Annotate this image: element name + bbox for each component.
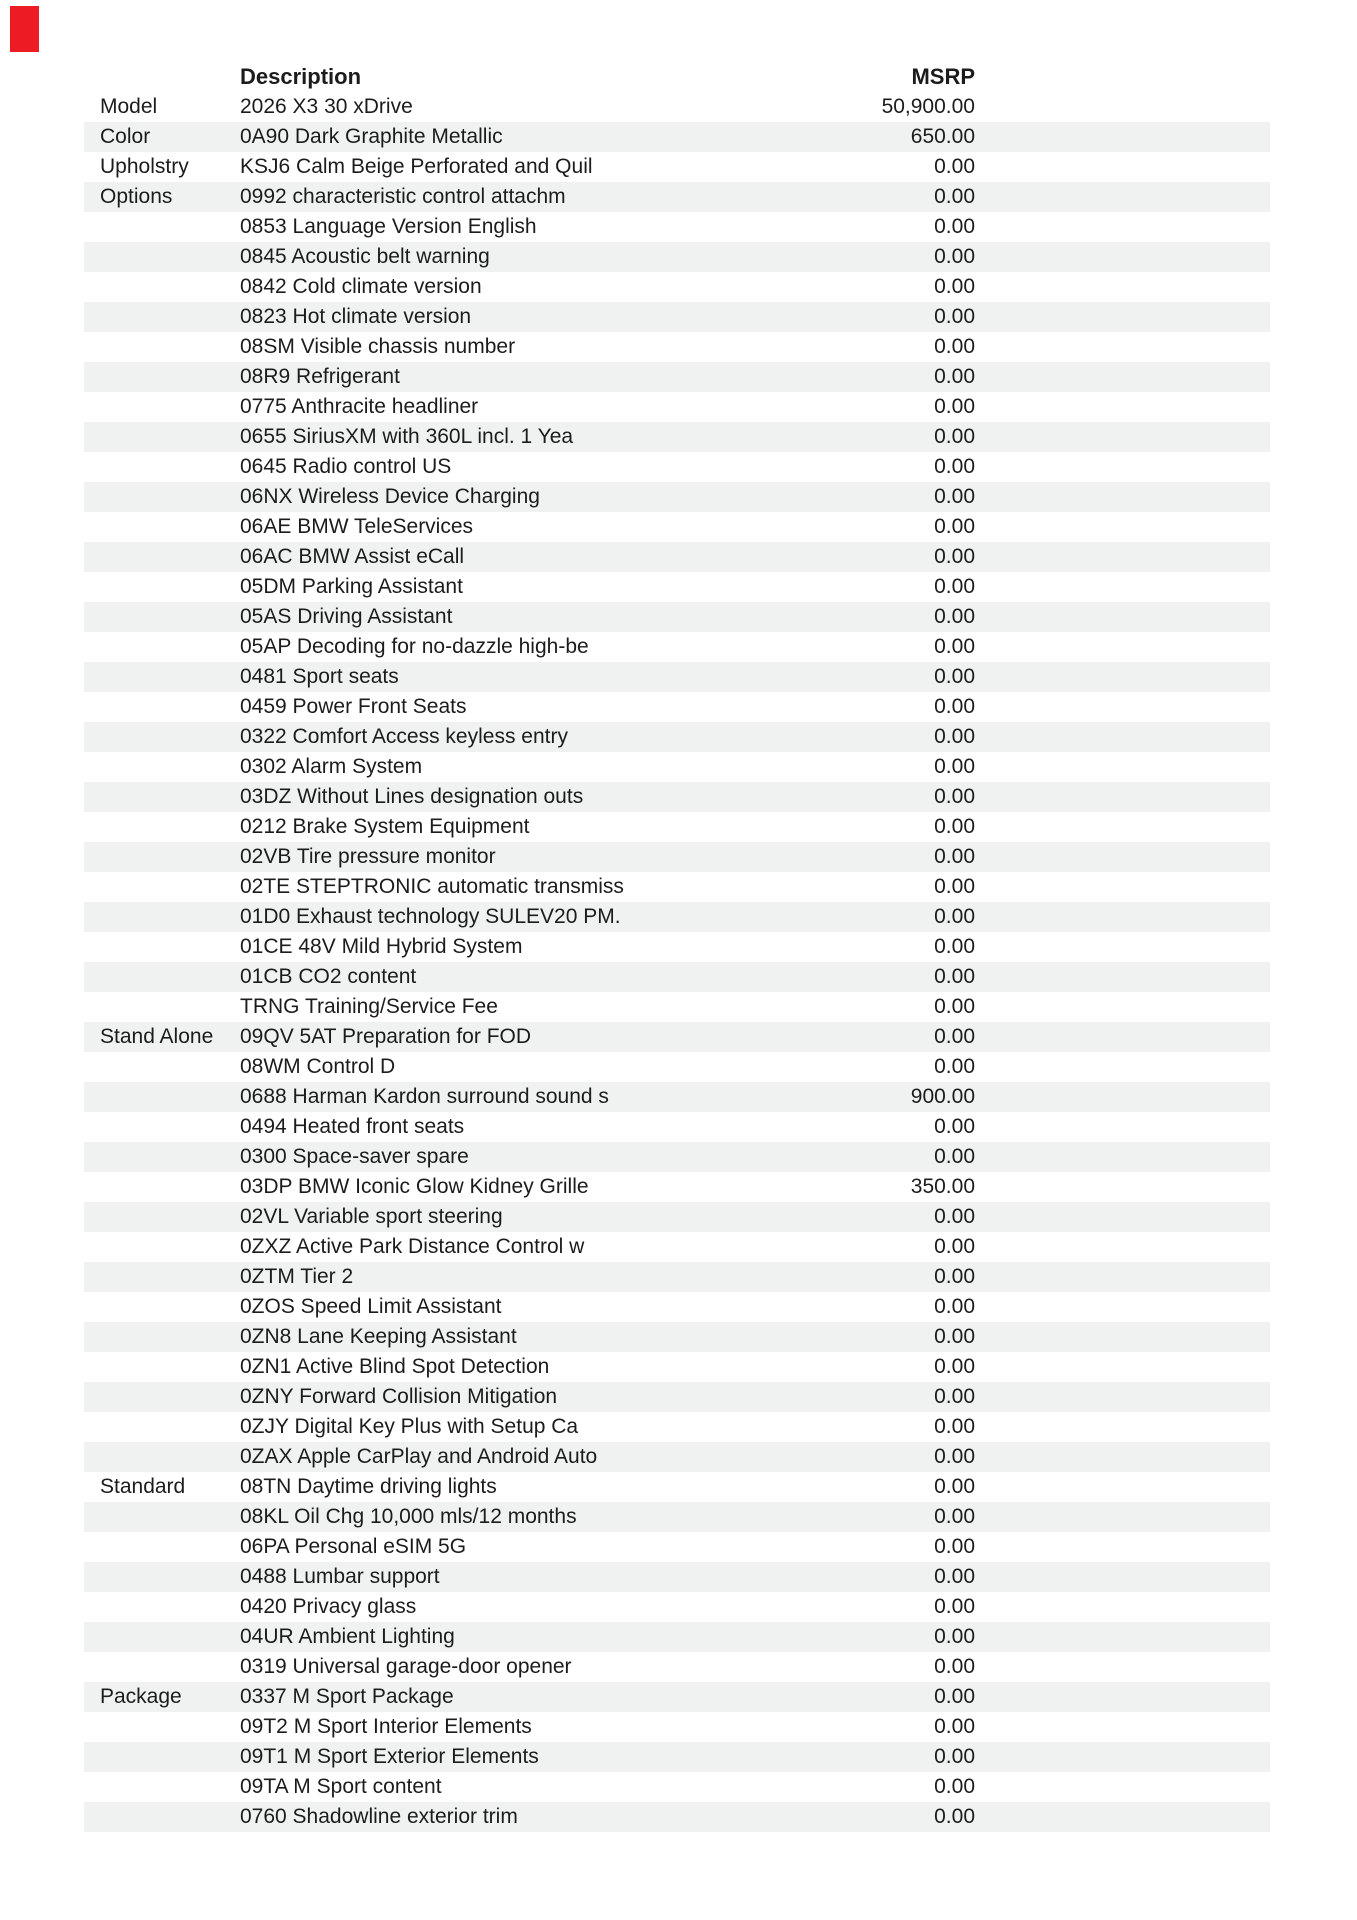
row-msrp-value: 0.00	[934, 1565, 975, 1588]
row-msrp-value: 0.00	[934, 1235, 975, 1258]
table-row	[84, 422, 1270, 452]
table-row	[84, 482, 1270, 512]
row-msrp-value: 0.00	[934, 1025, 975, 1048]
table-body	[84, 92, 1270, 1832]
row-tail-spacer	[975, 1022, 1270, 1052]
table-row	[84, 1562, 1270, 1592]
row-category-label	[84, 1442, 240, 1472]
row-tail-spacer	[975, 182, 1270, 212]
row-msrp-value: 0.00	[934, 305, 975, 328]
table-row	[84, 902, 1270, 932]
table-row	[84, 1172, 1270, 1202]
row-tail-spacer	[975, 1502, 1270, 1532]
row-tail-spacer	[975, 1532, 1270, 1562]
row-description: 05AP Decoding for no-dazzle high-be	[240, 635, 589, 658]
table-row	[84, 1022, 1270, 1052]
table-row	[84, 1802, 1270, 1832]
row-tail-spacer	[975, 662, 1270, 692]
row-tail-spacer	[975, 1202, 1270, 1232]
row-msrp-value: 0.00	[934, 1775, 975, 1798]
row-tail-spacer	[975, 1622, 1270, 1652]
table-row	[84, 1112, 1270, 1142]
row-description: 0ZN8 Lane Keeping Assistant	[240, 1325, 517, 1348]
row-msrp-value: 0.00	[934, 1655, 975, 1678]
row-category-label: Package	[100, 1685, 182, 1708]
row-msrp-value: 0.00	[934, 875, 975, 898]
row-category-label	[84, 932, 240, 962]
row-tail-spacer	[975, 392, 1270, 422]
table-row	[84, 1622, 1270, 1652]
row-tail-spacer	[975, 362, 1270, 392]
row-description: 01D0 Exhaust technology SULEV20 PM.	[240, 905, 621, 928]
row-category-label	[84, 602, 240, 632]
row-msrp-value: 0.00	[934, 1595, 975, 1618]
row-tail-spacer	[975, 1652, 1270, 1682]
row-category-label	[84, 1262, 240, 1292]
row-tail-spacer	[975, 512, 1270, 542]
row-msrp-value: 0.00	[934, 485, 975, 508]
row-msrp-value: 0.00	[934, 365, 975, 388]
row-category-label: Options	[100, 185, 173, 208]
row-description: 09T2 M Sport Interior Elements	[240, 1715, 532, 1738]
row-tail-spacer	[975, 122, 1270, 152]
row-tail-spacer	[975, 1142, 1270, 1172]
row-tail-spacer	[975, 692, 1270, 722]
row-category-label	[84, 962, 240, 992]
row-tail-spacer	[975, 1382, 1270, 1412]
row-category-label	[84, 1112, 240, 1142]
row-category-label	[84, 1172, 240, 1202]
row-category-label	[84, 1232, 240, 1262]
row-tail-spacer	[975, 1112, 1270, 1142]
row-tail-spacer	[975, 92, 1270, 122]
row-category-label: Color	[100, 125, 151, 148]
row-category-label: Upholstry	[100, 155, 189, 178]
row-description: 04UR Ambient Lighting	[240, 1625, 455, 1648]
table-row	[84, 392, 1270, 422]
row-category-label	[84, 1052, 240, 1082]
row-tail-spacer	[975, 1802, 1270, 1832]
row-description: 0337 M Sport Package	[240, 1685, 454, 1708]
row-description: 0ZOS Speed Limit Assistant	[240, 1295, 502, 1318]
row-category-label	[84, 1202, 240, 1232]
table-row	[84, 542, 1270, 572]
row-category-label	[84, 242, 240, 272]
table-row	[84, 842, 1270, 872]
row-description: 0322 Comfort Access keyless entry	[240, 725, 568, 748]
row-description: 0ZNY Forward Collision Mitigation	[240, 1385, 558, 1408]
row-tail-spacer	[975, 752, 1270, 782]
row-category-label	[84, 1562, 240, 1592]
row-description: 08KL Oil Chg 10,000 mls/12 months	[240, 1505, 577, 1528]
table-row	[84, 932, 1270, 962]
row-description: 0775 Anthracite headliner	[240, 395, 479, 418]
row-tail-spacer	[975, 902, 1270, 932]
row-category-label	[84, 1412, 240, 1442]
row-msrp-value: 0.00	[934, 1715, 975, 1738]
row-category-label	[84, 302, 240, 332]
row-category-label	[84, 632, 240, 662]
row-tail-spacer	[975, 632, 1270, 662]
row-category-label	[84, 512, 240, 542]
row-category-label	[84, 1322, 240, 1352]
row-msrp-value: 0.00	[934, 185, 975, 208]
row-description: 05AS Driving Assistant	[240, 605, 453, 628]
row-category-label	[84, 1802, 240, 1832]
row-description: 0488 Lumbar support	[240, 1565, 440, 1588]
row-msrp-value: 350.00	[910, 1175, 975, 1198]
row-category-label	[84, 662, 240, 692]
row-tail-spacer	[975, 1742, 1270, 1772]
row-tail-spacer	[975, 422, 1270, 452]
row-description: TRNG Training/Service Fee	[240, 995, 498, 1018]
row-msrp-value: 0.00	[934, 1055, 975, 1078]
row-description: 08R9 Refrigerant	[240, 365, 400, 388]
row-category-label	[84, 452, 240, 482]
table-row	[84, 1772, 1270, 1802]
row-description: 0ZJY Digital Key Plus with Setup Ca	[240, 1415, 579, 1438]
row-tail-spacer	[975, 572, 1270, 602]
row-tail-spacer	[975, 842, 1270, 872]
table-row	[84, 572, 1270, 602]
row-tail-spacer	[975, 212, 1270, 242]
row-msrp-value: 0.00	[934, 575, 975, 598]
row-tail-spacer	[975, 1442, 1270, 1472]
row-description: 09T1 M Sport Exterior Elements	[240, 1745, 539, 1768]
table-header-row	[84, 62, 1270, 92]
table-row	[84, 512, 1270, 542]
row-msrp-value: 0.00	[934, 755, 975, 778]
row-description: 08TN Daytime driving lights	[240, 1475, 497, 1498]
table-row	[84, 1202, 1270, 1232]
row-description: 08SM Visible chassis number	[240, 335, 516, 358]
table-row	[84, 1292, 1270, 1322]
options-pricing-table	[84, 62, 1270, 1832]
row-category-label	[84, 1772, 240, 1802]
row-tail-spacer	[975, 1082, 1270, 1112]
row-msrp-value: 0.00	[934, 1325, 975, 1348]
description-column-header: Description	[240, 64, 362, 89]
row-tail-spacer	[975, 1412, 1270, 1442]
table-row	[84, 1532, 1270, 1562]
table-row	[84, 1742, 1270, 1772]
row-category-label	[84, 482, 240, 512]
table-row	[84, 692, 1270, 722]
red-redaction-box	[10, 6, 39, 52]
table-row	[84, 632, 1270, 662]
table-row	[84, 212, 1270, 242]
row-msrp-value: 0.00	[934, 1295, 975, 1318]
table-row	[84, 602, 1270, 632]
row-msrp-value: 0.00	[934, 905, 975, 928]
row-tail-spacer	[975, 302, 1270, 332]
row-description: 06AC BMW Assist eCall	[240, 545, 465, 568]
row-msrp-value: 0.00	[934, 1745, 975, 1768]
table-row	[84, 1502, 1270, 1532]
row-category-label	[84, 542, 240, 572]
row-tail-spacer	[975, 1772, 1270, 1802]
table-row	[84, 722, 1270, 752]
row-description: 0ZTM Tier 2	[240, 1265, 354, 1288]
table-row	[84, 1472, 1270, 1502]
table-row	[84, 1352, 1270, 1382]
row-description: 0481 Sport seats	[240, 665, 399, 688]
row-category-label	[84, 392, 240, 422]
row-tail-spacer	[975, 1172, 1270, 1202]
row-tail-spacer	[975, 872, 1270, 902]
row-msrp-value: 0.00	[934, 155, 975, 178]
row-description: 05DM Parking Assistant	[240, 575, 463, 598]
table-row	[84, 1412, 1270, 1442]
row-msrp-value: 0.00	[934, 725, 975, 748]
table-row	[84, 752, 1270, 782]
row-description: 01CB CO2 content	[240, 965, 417, 988]
row-msrp-value: 0.00	[934, 1625, 975, 1648]
row-msrp-value: 0.00	[934, 395, 975, 418]
row-description: 06NX Wireless Device Charging	[240, 485, 540, 508]
row-description: 02TE STEPTRONIC automatic transmiss	[240, 875, 624, 898]
row-description: 0853 Language Version English	[240, 215, 537, 238]
table-row	[84, 1262, 1270, 1292]
row-msrp-value: 0.00	[934, 1205, 975, 1228]
row-msrp-value: 0.00	[934, 335, 975, 358]
table-row	[84, 92, 1270, 122]
row-description: 0ZXZ Active Park Distance Control w	[240, 1235, 585, 1258]
table-row	[84, 1142, 1270, 1172]
row-description: 09TA M Sport content	[240, 1775, 442, 1798]
row-tail-spacer	[975, 1322, 1270, 1352]
row-category-label	[84, 1382, 240, 1412]
row-msrp-value: 0.00	[934, 1415, 975, 1438]
table-row	[84, 812, 1270, 842]
row-tail-spacer	[975, 482, 1270, 512]
table-row	[84, 152, 1270, 182]
row-msrp-value: 0.00	[934, 1805, 975, 1828]
row-category-label	[84, 752, 240, 782]
row-msrp-value: 0.00	[934, 215, 975, 238]
row-msrp-value: 0.00	[934, 455, 975, 478]
row-description: 02VL Variable sport steering	[240, 1205, 503, 1228]
row-description: 0212 Brake System Equipment	[240, 815, 530, 838]
row-tail-spacer	[975, 1232, 1270, 1262]
row-description: 02VB Tire pressure monitor	[240, 845, 496, 868]
table-row	[84, 1382, 1270, 1412]
row-category-label	[84, 812, 240, 842]
row-msrp-value: 0.00	[934, 935, 975, 958]
row-msrp-value: 0.00	[934, 245, 975, 268]
row-category-label	[84, 842, 240, 872]
row-description: KSJ6 Calm Beige Perforated and Quil	[240, 155, 593, 178]
table-row	[84, 122, 1270, 152]
row-description: 01CE 48V Mild Hybrid System	[240, 935, 523, 958]
row-category-label	[84, 272, 240, 302]
row-msrp-value: 0.00	[934, 275, 975, 298]
row-description: 06PA Personal eSIM 5G	[240, 1535, 467, 1558]
row-category-label	[84, 722, 240, 752]
row-tail-spacer	[975, 242, 1270, 272]
row-tail-spacer	[975, 782, 1270, 812]
table-row	[84, 272, 1270, 302]
table-row	[84, 872, 1270, 902]
row-category-label: Model	[100, 95, 158, 118]
row-msrp-value: 0.00	[934, 815, 975, 838]
table-row	[84, 1682, 1270, 1712]
row-category-label	[84, 1742, 240, 1772]
table-row	[84, 1712, 1270, 1742]
row-tail-spacer	[975, 152, 1270, 182]
row-category-label	[84, 1622, 240, 1652]
row-category-label: Stand Alone	[100, 1025, 214, 1048]
table-row	[84, 782, 1270, 812]
row-msrp-value: 0.00	[934, 1505, 975, 1528]
row-msrp-value: 900.00	[910, 1085, 975, 1108]
table-row	[84, 332, 1270, 362]
row-msrp-value: 0.00	[934, 1685, 975, 1708]
row-tail-spacer	[975, 1052, 1270, 1082]
row-msrp-value: 0.00	[934, 1475, 975, 1498]
table-row	[84, 1592, 1270, 1622]
row-tail-spacer	[975, 992, 1270, 1022]
row-description: 0645 Radio control US	[240, 455, 452, 478]
row-description: 03DP BMW Iconic Glow Kidney Grille	[240, 1175, 589, 1198]
row-category-label	[84, 1142, 240, 1172]
row-msrp-value: 0.00	[934, 1355, 975, 1378]
row-description: 0823 Hot climate version	[240, 305, 472, 328]
row-category-label	[84, 1292, 240, 1322]
row-description: 0494 Heated front seats	[240, 1115, 465, 1138]
row-tail-spacer	[975, 1562, 1270, 1592]
row-category-label	[84, 332, 240, 362]
row-category-label	[84, 872, 240, 902]
row-category-label	[84, 782, 240, 812]
row-description: 0A90 Dark Graphite Metallic	[240, 125, 503, 148]
row-msrp-value: 0.00	[934, 1535, 975, 1558]
row-description: 0992 characteristic control attachm	[240, 185, 566, 208]
row-msrp-value: 0.00	[934, 1445, 975, 1468]
row-category-label	[84, 212, 240, 242]
row-tail-spacer	[975, 1262, 1270, 1292]
row-category-label	[84, 1532, 240, 1562]
table-row	[84, 1652, 1270, 1682]
row-category-label	[84, 992, 240, 1022]
row-msrp-value: 0.00	[934, 785, 975, 808]
row-tail-spacer	[975, 722, 1270, 752]
row-tail-spacer	[975, 542, 1270, 572]
row-msrp-value: 0.00	[934, 515, 975, 538]
row-tail-spacer	[975, 812, 1270, 842]
table-row	[84, 992, 1270, 1022]
category-column-header	[84, 62, 240, 92]
row-msrp-value: 0.00	[934, 545, 975, 568]
row-category-label	[84, 902, 240, 932]
row-description: 0845 Acoustic belt warning	[240, 245, 490, 268]
header-tail-spacer	[975, 62, 1270, 92]
row-tail-spacer	[975, 332, 1270, 362]
table-row	[84, 302, 1270, 332]
row-tail-spacer	[975, 962, 1270, 992]
row-msrp-value: 0.00	[934, 425, 975, 448]
row-category-label	[84, 1712, 240, 1742]
row-category-label	[84, 1352, 240, 1382]
row-msrp-value: 0.00	[934, 845, 975, 868]
row-description: 0ZN1 Active Blind Spot Detection	[240, 1355, 550, 1378]
table-row	[84, 182, 1270, 212]
row-tail-spacer	[975, 1472, 1270, 1502]
row-msrp-value: 0.00	[934, 965, 975, 988]
msrp-column-header: MSRP	[911, 64, 975, 89]
row-description: 0319 Universal garage-door opener	[240, 1655, 572, 1678]
row-tail-spacer	[975, 932, 1270, 962]
row-category-label	[84, 1502, 240, 1532]
table-row	[84, 962, 1270, 992]
row-msrp-value: 0.00	[934, 1115, 975, 1138]
row-msrp-value: 0.00	[934, 1145, 975, 1168]
row-msrp-value: 650.00	[910, 125, 975, 148]
table-row	[84, 662, 1270, 692]
row-category-label	[84, 362, 240, 392]
table-row	[84, 362, 1270, 392]
row-tail-spacer	[975, 452, 1270, 482]
row-msrp-value: 0.00	[934, 1385, 975, 1408]
row-description: 0300 Space-saver spare	[240, 1145, 469, 1168]
row-msrp-value: 0.00	[934, 635, 975, 658]
row-tail-spacer	[975, 1682, 1270, 1712]
row-tail-spacer	[975, 272, 1270, 302]
row-category-label	[84, 1082, 240, 1112]
row-description: 0688 Harman Kardon surround sound s	[240, 1085, 609, 1108]
row-description: 08WM Control D	[240, 1055, 396, 1078]
row-category-label	[84, 1652, 240, 1682]
row-category-label	[84, 572, 240, 602]
row-category-label	[84, 422, 240, 452]
table-row	[84, 1232, 1270, 1262]
row-description: 0459 Power Front Seats	[240, 695, 467, 718]
row-msrp-value: 50,900.00	[881, 95, 975, 118]
row-tail-spacer	[975, 602, 1270, 632]
row-description: 0842 Cold climate version	[240, 275, 482, 298]
row-category-label: Standard	[100, 1475, 186, 1498]
table-row	[84, 1052, 1270, 1082]
row-msrp-value: 0.00	[934, 605, 975, 628]
table-row	[84, 452, 1270, 482]
row-category-label	[84, 1592, 240, 1622]
table-row	[84, 242, 1270, 272]
table-row	[84, 1442, 1270, 1472]
row-description: 0655 SiriusXM with 360L incl. 1 Yea	[240, 425, 574, 448]
row-description: 0760 Shadowline exterior trim	[240, 1805, 518, 1828]
row-description: 06AE BMW TeleServices	[240, 515, 474, 538]
row-tail-spacer	[975, 1712, 1270, 1742]
row-description: 03DZ Without Lines designation outs	[240, 785, 584, 808]
row-description: 0420 Privacy glass	[240, 1595, 417, 1618]
row-tail-spacer	[975, 1292, 1270, 1322]
row-msrp-value: 0.00	[934, 995, 975, 1018]
row-tail-spacer	[975, 1592, 1270, 1622]
row-msrp-value: 0.00	[934, 665, 975, 688]
row-tail-spacer	[975, 1352, 1270, 1382]
row-description: 0302 Alarm System	[240, 755, 423, 778]
row-description: 09QV 5AT Preparation for FOD	[240, 1025, 532, 1048]
table-row	[84, 1322, 1270, 1352]
row-msrp-value: 0.00	[934, 1265, 975, 1288]
table-row	[84, 1082, 1270, 1112]
row-description: 0ZAX Apple CarPlay and Android Auto	[240, 1445, 598, 1468]
row-msrp-value: 0.00	[934, 695, 975, 718]
row-description: 2026 X3 30 xDrive	[240, 95, 413, 118]
row-category-label	[84, 692, 240, 722]
